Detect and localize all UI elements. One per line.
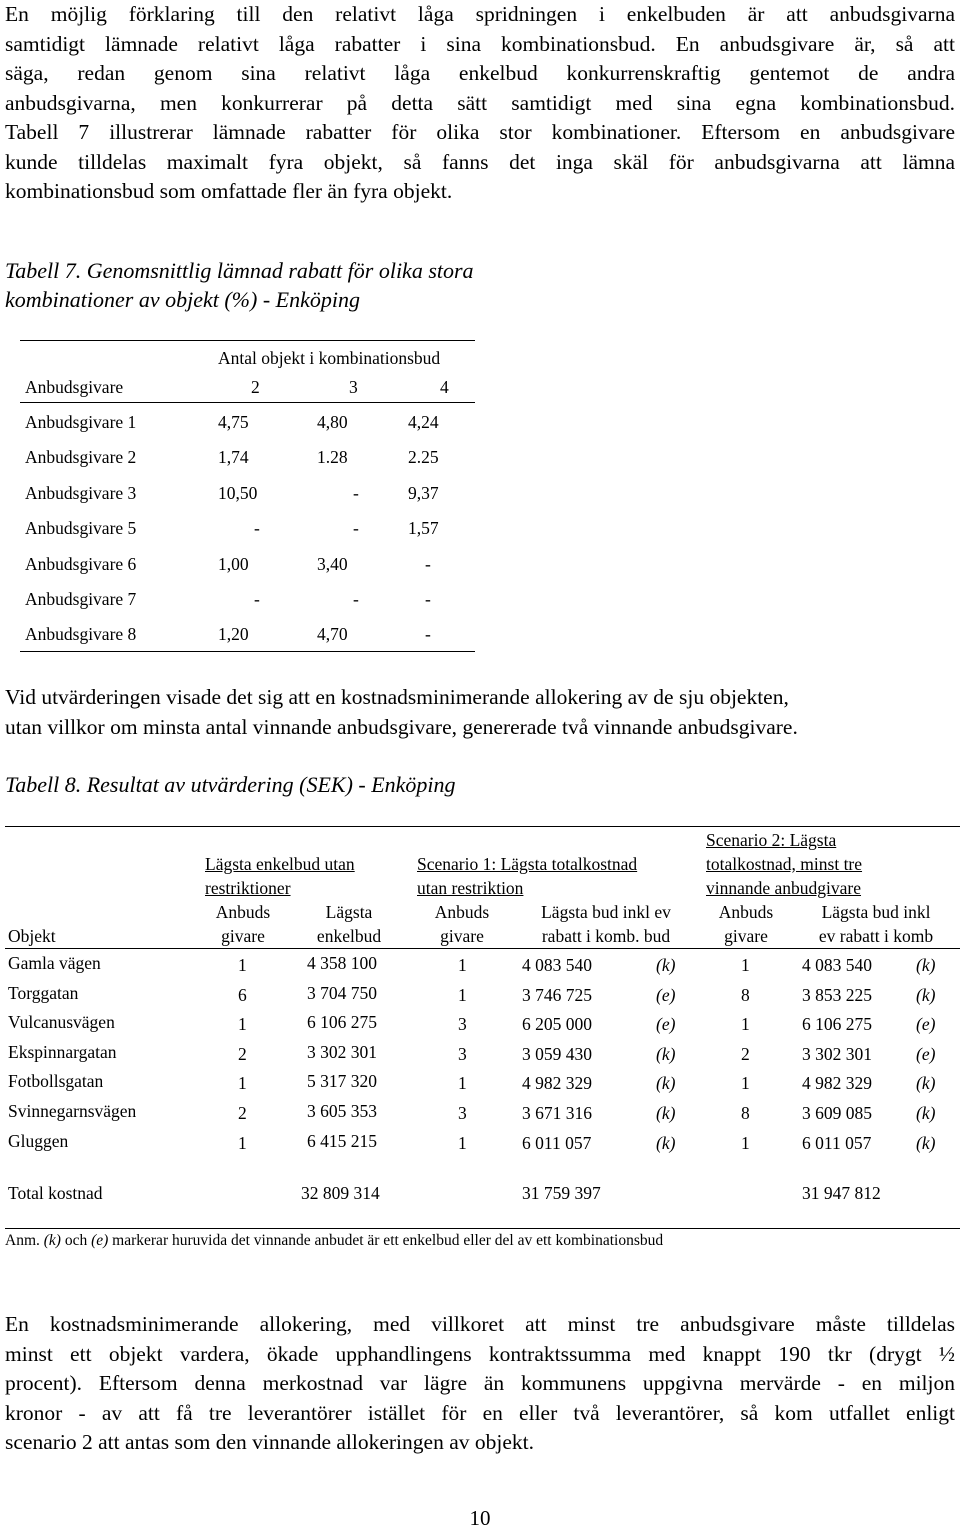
table-cell: 3	[458, 1014, 467, 1035]
group-header: Antal objekt i kombinationsbud	[218, 348, 441, 368]
text-line: utan villkor om minsta antal vinnande anbudsgivare, genererade två vinnande anbudsgivare.	[5, 714, 798, 739]
total-scenario1: 31 759 397	[522, 1183, 601, 1203]
table-cell: 6 415 215	[307, 1130, 377, 1151]
page-number: 10	[469, 1506, 491, 1530]
table-cell: (k)	[656, 1132, 676, 1153]
table-cell: 4 358 100	[307, 953, 377, 973]
table-cell: (k)	[916, 955, 936, 975]
col-header-lagsta-bud-s1: Lägsta bud inkl ev rabatt i komb. bud	[541, 902, 671, 946]
table-cell: 1	[458, 1073, 467, 1094]
table-cell: 2	[238, 1103, 247, 1123]
table-cell: Torggatan	[8, 982, 79, 1003]
group-header-scenario2: Scenario 2: Lägsta totalkostnad, minst tre vinnande anbudgivare	[706, 830, 863, 898]
table-cell: 1	[741, 1014, 750, 1035]
text-line: minst ett objekt vardera, ökade upphandlingens kontraktssumma med knappt 190 tkr (drygt ½	[5, 1341, 955, 1366]
table-rule	[20, 402, 475, 403]
table-cell: 1	[238, 955, 247, 975]
table-cell: Gamla vägen	[8, 953, 101, 973]
table-cell: 3 609 085	[802, 1103, 872, 1123]
table-cell: (k)	[656, 1103, 676, 1123]
table-cell: 6 106 275	[307, 1012, 377, 1033]
col-header: Anbudsgivare	[25, 377, 124, 397]
table-cell: (k)	[656, 1043, 676, 1064]
table-cell: (k)	[916, 1073, 936, 1094]
text-line: scenario 2 att antas som den vinnande allokeringen av objekt.	[5, 1430, 534, 1454]
intro-paragraph	[5, 0, 955, 207]
col-header-objekt: Objekt	[8, 926, 56, 946]
text-line: En kostnadsminimerande allokering, med villkoret att minst tre anbudsgivare måste tilldelas	[5, 1312, 955, 1336]
text-line: Vid utvärderingen visade det sig att en kostnadsminimerande allokering av de sju objekten,	[5, 685, 789, 709]
evaluation-paragraph	[5, 683, 955, 742]
table-cell: 1	[741, 955, 750, 975]
table-cell: (k)	[656, 955, 676, 975]
total-enkelbud: 32 809 314	[301, 1183, 380, 1203]
text-line: samtidigt lämnade relativt låga rabatter i sina kombinationsbud. En anbudsgivare är, så att	[5, 31, 955, 56]
text-line: säga, redan genom sina relativt låga enkelbud konkurrenskraftig gentemot de andra	[5, 61, 955, 85]
col-header-anbudsgivare: Anbuds givare	[215, 902, 271, 946]
table8-caption: Tabell 8. Resultat av utvärdering (SEK) - Enköping	[5, 772, 456, 797]
table-cell: 6 106 275	[802, 1014, 872, 1035]
col-header: 4	[440, 377, 449, 397]
table-rule	[20, 340, 475, 341]
group-header-scenario1: Scenario 1: Lägsta totalkostnad utan restriktion	[417, 854, 638, 898]
table8	[5, 826, 960, 1231]
col-header: 3	[349, 377, 358, 397]
table-cell: 3	[458, 1103, 467, 1123]
table-cell: (k)	[916, 1132, 936, 1153]
table-cell: 6 205 000	[522, 1014, 592, 1035]
table-cell: 2	[238, 1043, 247, 1064]
table-cell: (k)	[916, 984, 936, 1005]
table-cell: (e)	[916, 1014, 936, 1035]
table-cell: (e)	[916, 1043, 936, 1064]
table-cell: 3 302 301	[802, 1043, 872, 1064]
table-cell: 4 982 329	[802, 1073, 872, 1094]
text-line: kronor - av att få tre leverantörer istället för en eller två leverantörer, så kom utfallet enligt	[5, 1400, 955, 1425]
text-line: procent). Eftersom denna merkostnad var lägre än kommunens uppgivna mervärde - en miljon	[5, 1371, 955, 1395]
total-scenario2: 31 947 812	[802, 1183, 881, 1203]
table-cell: 1	[238, 1132, 247, 1153]
text-line: anbudsgivarna, men konkurrerar på detta sätt samtidigt med sina egna kombinationsbud.	[5, 90, 955, 115]
table-cell: 1	[238, 1014, 247, 1035]
table-cell: 3 671 316	[522, 1103, 592, 1123]
table-cell: 8	[741, 1103, 750, 1123]
table-cell: 3	[458, 1043, 467, 1064]
col-header-lagsta-enkelbud: Lägsta enkelbud	[316, 902, 382, 946]
table7: Antal objekt i kombinationsbud Anbudsgivare 2 3 4 Anbudsgivare 1 4,75 4,80 4,24 Anbudsgivare 2 1,74 1.28 2.25 Anbudsgivare 3 10,50 - 9,37 Anbudsgivare 5 - - 1,57 Anbudsgivare 6 1,00 3,40 - Anbudsgivare 7 - - - Anbudsgivare 8 1,20 4,70 -	[20, 340, 475, 652]
total-label: Total kostnad	[8, 1183, 103, 1203]
col-header: 2	[251, 377, 260, 397]
col-header-anbudsgivare: Anbuds givare	[718, 902, 774, 946]
table-cell: Ekspinnargatan	[8, 1041, 117, 1062]
table-rule	[5, 826, 960, 827]
table-cell: 3 059 430	[522, 1043, 592, 1064]
table-rule	[5, 948, 960, 949]
table-cell: 1	[238, 1073, 247, 1094]
table-cell: (e)	[656, 984, 676, 1005]
group-header-enkelbud: Lägsta enkelbud utan restriktioner	[205, 854, 355, 898]
text-line: kombinationsbud som omfattade fler än fyra objekt.	[5, 179, 453, 203]
table-cell: 1	[741, 1073, 750, 1094]
table-rule	[5, 1228, 960, 1229]
table7-caption: Tabell 7. Genomsnittlig lämnad rabatt för olika stora kombinationer av objekt (%) - Enköping	[5, 258, 474, 312]
table-cell: 5 317 320	[307, 1071, 377, 1092]
col-header-anbudsgivare: Anbuds givare	[434, 902, 490, 946]
table-cell: 3 605 353	[307, 1101, 377, 1121]
table-cell: 6	[238, 984, 247, 1005]
table-cell: 4 083 540	[802, 955, 872, 975]
col-header-lagsta-bud-s2: Lägsta bud inkl ev rabatt i komb	[818, 902, 934, 946]
table-cell: 3 746 725	[522, 984, 592, 1005]
table-cell: 4 982 329	[522, 1073, 592, 1094]
table-cell: 1	[458, 955, 467, 975]
text-line: Tabell 7 illustrerar lämnade rabatter för olika stor kombinationer. Eftersom en anbudsgivare	[5, 120, 955, 144]
conclusion-paragraph	[5, 1310, 955, 1458]
table-cell: 3 853 225	[802, 984, 872, 1005]
table-cell: Fotbollsgatan	[8, 1071, 104, 1092]
table-cell: (k)	[916, 1103, 936, 1123]
table-cell: 1	[458, 1132, 467, 1153]
table-cell: Svinnegarnsvägen	[8, 1101, 137, 1121]
table-cell: 6 011 057	[522, 1132, 592, 1153]
table-cell: 1	[458, 984, 467, 1005]
text-line: En möjlig förklaring till den relativt låga spridningen i enkelbuden är att anbudsgivarna	[5, 2, 955, 26]
table-cell: (k)	[656, 1073, 676, 1094]
table-cell: 3 302 301	[307, 1041, 377, 1062]
table-cell: 3 704 750	[307, 982, 377, 1003]
table-cell: 4 083 540	[522, 955, 592, 975]
table-cell: 1	[741, 1132, 750, 1153]
table-rule	[20, 651, 475, 652]
text-line: kunde tilldelas maximalt fyra objekt, så fanns det inga skäl för anbudsgivarna att lämna	[5, 149, 955, 174]
table-note: Anm. (k) och (e) markerar huruvida det vinnande anbudet är ett enkelbud eller del av ett kombinationsbud	[5, 1232, 664, 1249]
table-cell: 6 011 057	[802, 1132, 872, 1153]
table-cell: 8	[741, 984, 750, 1005]
table-cell: (e)	[656, 1014, 676, 1035]
table-cell: 2	[741, 1043, 750, 1064]
table-cell: Vulcanusvägen	[8, 1012, 115, 1033]
table-cell: Gluggen	[8, 1130, 69, 1151]
